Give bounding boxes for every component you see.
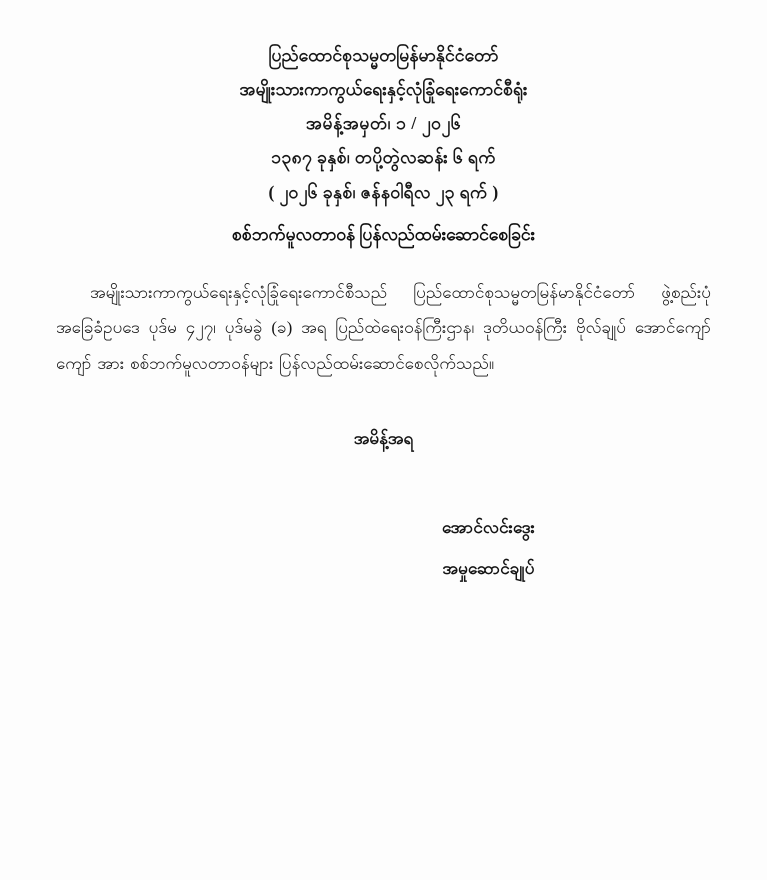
by-order-line: အမိန့်အရ xyxy=(353,428,414,448)
document-title: စစ်ဘက်မူလတာဝန် ပြန်လည်ထမ်းဆောင်စေခြင်း xyxy=(231,223,536,244)
header-country-line: ပြည်ထောင်စုသမ္မတမြန်မာနိုင်ငံတော် xyxy=(268,45,499,65)
signatory-title: အမှုဆောင်ချုပ် xyxy=(442,558,535,578)
page-footer-space xyxy=(56,583,711,703)
signature-block xyxy=(56,517,711,583)
body-paragraph-text: အမျိုးသားကာကွယ်ရေးနှင့်လုံခြုံရေးကောင်စီသည် ပြည်ထောင်စုသမ္မတမြန်မာနိုင်ငံတော် ဖွဲ့စည်းပုံအခြေခံဥပဒေ ပုဒ်မ ၄၂၇၊ ပုဒ်မခွဲ (ခ) အရ ပြည်ထဲရေးဝန်ကြီးဌာန၊ ဒုတိယဝန်ကြီး ဗိုလ်ချုပ် အောင်ကျော်ကျော် အား စစ်ဘက်မူလတာဝန်များ ပြန်လည်ထမ်းဆောင်စေလိုက်သည်။ xyxy=(56,282,711,373)
date-gregorian-calendar: ( ၂၀၂၆ ခုနှစ်၊ ဇန်နဝါရီလ ၂၃ ရက် ) xyxy=(268,181,499,202)
body-paragraph xyxy=(56,275,711,382)
date-myanmar-calendar: ၁၃၈၇ ခုနှစ်၊ တပို့တွဲလဆန်း ၆ ရက် xyxy=(271,147,496,168)
document-header xyxy=(56,38,711,209)
order-number: အမိန့်အမှတ်၊ ၁ / ၂၀၂၆ xyxy=(305,113,462,134)
signatory-name: အောင်လင်းဒွေး xyxy=(441,517,536,537)
header-council-line: အမျိုးသားကာကွယ်ရေးနှင့်လုံခြုံရေးကောင်စီရုံး xyxy=(239,79,528,100)
document-body xyxy=(56,275,711,382)
